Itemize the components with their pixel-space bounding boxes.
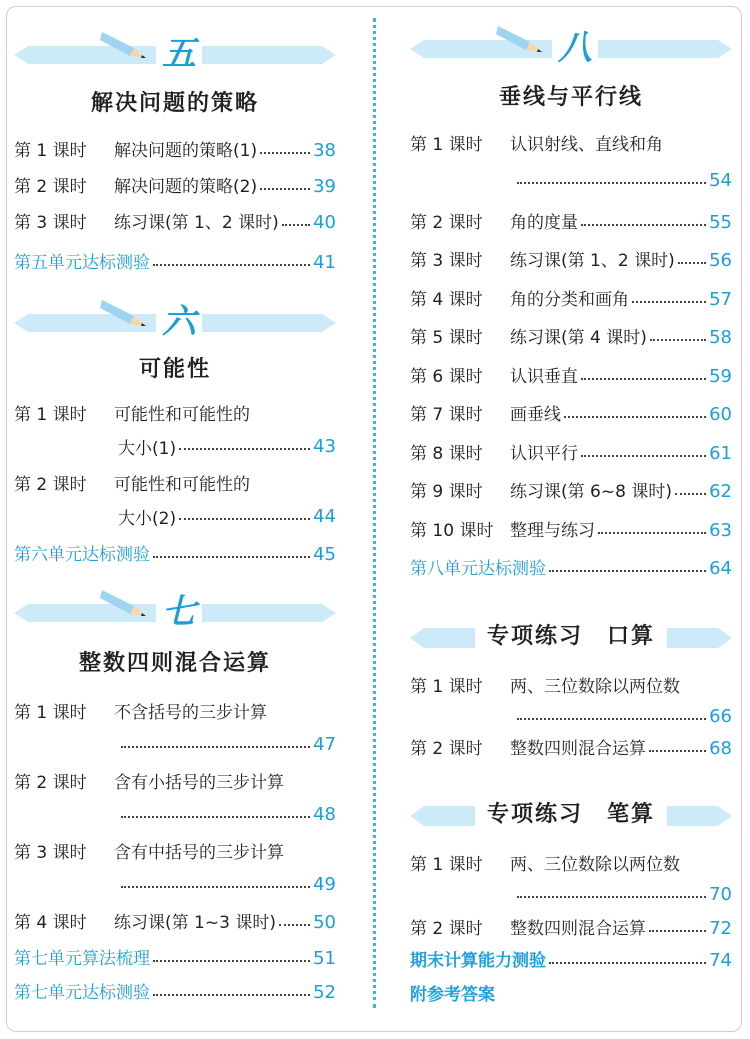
- toc-entry[interactable]: 第 2 课时 整数四则混合运算 72: [410, 918, 732, 939]
- page-number: 66: [709, 706, 732, 727]
- toc-entry-continued[interactable]: 大小(1) 43: [118, 436, 336, 459]
- page-number: 41: [313, 252, 336, 273]
- unit-7-banner: [14, 592, 336, 632]
- page-number: 60: [709, 404, 732, 425]
- unit-test-entry[interactable]: 第五单元达标测验 41: [14, 252, 336, 273]
- toc-entry[interactable]: 第 3 课时 练习课(第 1、2 课时) 56: [410, 250, 732, 271]
- page-number: 51: [313, 948, 336, 969]
- special-written-banner: [410, 800, 732, 832]
- page-number: 64: [709, 558, 732, 579]
- page-number: 62: [709, 481, 732, 502]
- unit-test-entry[interactable]: 第八单元达标测验 64: [410, 558, 732, 579]
- toc-entry[interactable]: 第 6 课时 认识垂直 59: [410, 366, 732, 387]
- page-number: 70: [709, 884, 732, 905]
- toc-entry-continued[interactable]: [118, 804, 336, 825]
- page-number: 63: [709, 520, 732, 541]
- page-number: 59: [709, 366, 732, 387]
- answer-key-entry[interactable]: 附参考答案: [410, 985, 495, 1005]
- unit-8-banner: [410, 28, 732, 68]
- page-number: 38: [313, 140, 336, 161]
- toc-entry-continued[interactable]: [514, 706, 732, 727]
- toc-entry[interactable]: 第 2 课时 整数四则混合运算 68: [410, 738, 732, 759]
- toc-entry[interactable]: 第 2 课时 角的度量 55: [410, 212, 732, 233]
- special-oral-banner: [410, 622, 732, 654]
- toc-entry[interactable]: 第 2 课时 含有小括号的三步计算: [14, 773, 284, 793]
- toc-entry[interactable]: 第 1 课时 认识射线、直线和角: [410, 135, 663, 155]
- toc-entry[interactable]: 第 2 课时 解决问题的策略(2) 39: [14, 176, 336, 197]
- page-number: 50: [313, 912, 336, 933]
- unit-5-numeral: 五: [156, 34, 202, 74]
- toc-entry[interactable]: 第 3 课时 练习课(第 1、2 课时) 40: [14, 212, 336, 233]
- page-number: 54: [709, 170, 732, 191]
- page-number: 74: [709, 950, 732, 971]
- page-number: 39: [313, 176, 336, 197]
- page-number: 57: [709, 289, 732, 310]
- final-test-entry[interactable]: 期末计算能力测验 74: [410, 950, 732, 971]
- page-number: 68: [709, 738, 732, 759]
- page-number: 44: [313, 506, 336, 527]
- toc-entry[interactable]: 第 10 课时 整理与练习 63: [410, 520, 732, 541]
- toc-entry-continued[interactable]: [514, 170, 732, 191]
- toc-entry[interactable]: 第 5 课时 练习课(第 4 课时) 58: [410, 327, 732, 348]
- unit-6-title: 可能性: [138, 357, 211, 382]
- unit-6-numeral: 六: [156, 302, 202, 342]
- toc-entry[interactable]: 第 1 课时 解决问题的策略(1) 38: [14, 140, 336, 161]
- page-number: 72: [709, 918, 732, 939]
- page-number: 43: [313, 436, 336, 457]
- unit-8-title: 垂线与平行线: [498, 85, 643, 110]
- page-number: 47: [313, 734, 336, 755]
- page-number: 52: [313, 982, 336, 1003]
- toc-entry-continued[interactable]: [514, 884, 732, 905]
- pencil-icon: [100, 586, 148, 620]
- toc-entry[interactable]: 第 2 课时 可能性和可能性的: [14, 475, 250, 495]
- unit-7-numeral: 七: [156, 592, 202, 632]
- toc-entry[interactable]: 第 9 课时 练习课(第 6~8 课时) 62: [410, 481, 732, 502]
- page-number: 40: [313, 212, 336, 233]
- pencil-icon: [100, 296, 148, 330]
- toc-entry[interactable]: 第 4 课时 练习课(第 1~3 课时) 50: [14, 912, 336, 933]
- pencil-icon: [100, 28, 148, 62]
- page-number: 55: [709, 212, 732, 233]
- unit-test-entry[interactable]: 第七单元达标测验 52: [14, 982, 336, 1003]
- pencil-icon: [496, 22, 544, 56]
- special-oral-title: 专项练习 口算: [475, 618, 667, 656]
- unit-test-entry[interactable]: 第六单元达标测验 45: [14, 544, 336, 565]
- unit-5-banner: [14, 34, 336, 74]
- toc-entry[interactable]: 第 1 课时 两、三位数除以两位数: [410, 855, 680, 875]
- toc-entry[interactable]: 第 4 课时 角的分类和画角 57: [410, 289, 732, 310]
- toc-entry[interactable]: 第 7 课时 画垂线 60: [410, 404, 732, 425]
- toc-entry[interactable]: 第 1 课时 两、三位数除以两位数: [410, 677, 680, 697]
- toc-entry[interactable]: 第 3 课时 含有中括号的三步计算: [14, 843, 284, 863]
- page-number: 48: [313, 804, 336, 825]
- toc-entry-continued[interactable]: 大小(2) 44: [118, 506, 336, 529]
- toc-entry-continued[interactable]: [118, 734, 336, 755]
- toc-entry[interactable]: 第 1 课时 不含括号的三步计算: [14, 703, 267, 723]
- toc-entry-continued[interactable]: [118, 874, 336, 895]
- unit-7-title: 整数四则混合运算: [78, 651, 271, 676]
- unit-6-banner: [14, 302, 336, 342]
- toc-entry[interactable]: 第 1 课时 可能性和可能性的: [14, 405, 250, 425]
- special-written-title: 专项练习 笔算: [475, 796, 667, 834]
- page-number: 45: [313, 544, 336, 565]
- page-number: 56: [709, 250, 732, 271]
- toc-entry[interactable]: 第 8 课时 认识平行 61: [410, 443, 732, 464]
- algorithm-review-entry[interactable]: 第七单元算法梳理 51: [14, 948, 336, 969]
- page-number: 61: [709, 443, 732, 464]
- page-number: 58: [709, 327, 732, 348]
- unit-8-numeral: 八: [552, 28, 598, 68]
- column-divider: [373, 18, 376, 1008]
- page-number: 49: [313, 874, 336, 895]
- unit-5-title: 解决问题的策略: [90, 91, 259, 116]
